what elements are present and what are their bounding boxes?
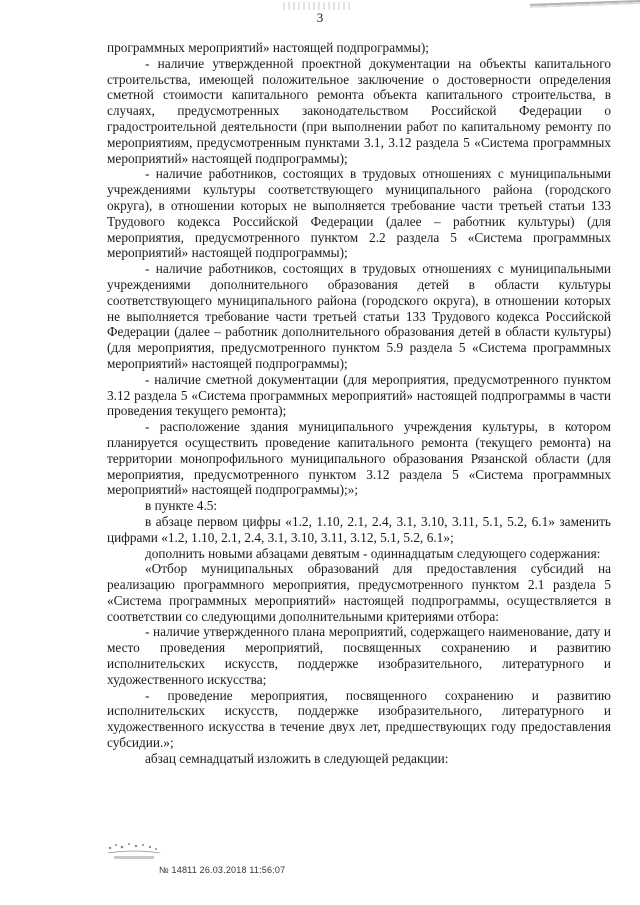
paragraph-seventeenth: абзац семнадцатый изложить в следующей редакции: bbox=[145, 750, 449, 766]
paragraph-design-documentation: - наличие утвержденной проектной документации на объекты капитального строительства, имеющей положительное заключение о достоверности определения сметной стоимости капитального ремонта объекта капитального строительства, в случаях, предусмотренных законодательством Российской Федерации о градостроительной деятельности (при выполнении работ по капитальному ремонту по мероприятиям, предусмотренным пунктами 3.1, 3.12 раздела 5 «Система программных мероприятий» настоящей подпрограммы); bbox=[107, 55, 611, 166]
registry-logo-icon bbox=[104, 838, 164, 864]
paragraph-continuation: программных мероприятий» настоящей подпрограммы); bbox=[107, 40, 429, 55]
paragraph-clause-4-5: в пункте 4.5: bbox=[145, 498, 218, 514]
paragraph-replace-digits: в абзаце первом цифры «1.2, 1.10, 2.1, 2.4, 3.1, 3.10, 3.11, 5.1, 5.2, 6.1» заменить цифрами «1.2, 1.10, 2.1, 2.4, 3.1, 3.10, 3.11, 3.12, 5.1, 5.2, 6.1»; bbox=[107, 513, 611, 545]
registration-stamp: № 14811 26.03.2018 11:56:07 bbox=[159, 865, 286, 875]
paragraph-estimate-documentation: - наличие сметной документации (для мероприятия, предусмотренного пунктом 3.12 раздела 5 «Система программных мероприятий» настоящей подпрограммы в части проведения текущего ремонта); bbox=[107, 371, 611, 419]
paragraph-education-workers: - наличие работников, состоящих в трудовых отношениях с муниципальными учреждениями дополнительного образования детей в области культуры соответствующего муниципального района (городского округа), в отношении которых не выполняется требование части третьей статьи 133 Трудового кодекса Российской Федерации (далее – работник дополнительного образования детей в области культуры) (для мероприятия, предусмотренного пунктом 5.9 раздела 5 «Система программных мероприятий» настоящей подпрограммы); bbox=[107, 261, 611, 371]
document-body bbox=[107, 40, 611, 767]
paragraph-selection-criteria: «Отбор муниципальных образований для предоставления субсидий на реализацию программного мероприятия, предусмотренного пунктом 2.1 раздела 5 «Система программных мероприятий» настоящей подпрограммы, осуществляется в соответствии со следующими дополнительными критериями отбора: bbox=[107, 561, 611, 624]
paragraph-event-held: - проведение мероприятия, посвященного сохранению и развитию исполнительских искусств, поддержке изобразительного, литературного и художественного искусства в течение двух лет, предшествующих году предоставления субсидии.»; bbox=[107, 687, 611, 751]
paragraph-building-location: - расположение здания муниципального учреждения культуры, в котором планируется осуществить проведение капитального ремонта (текущего ремонта) на территории монопрофильного муниципального образования Рязанской области (для мероприятия, предусмотренного пунктом 3.12 раздела 5 «Система программных мероприятий» настоящей подпрограммы);»; bbox=[107, 419, 611, 498]
paragraph-culture-workers: - наличие работников, состоящих в трудовых отношениях с муниципальными учреждениями культуры соответствующего муниципального района (городского округа), в отношении которых не выполняется требование части третьей статьи 133 Трудового кодекса Российской Федерации (далее – работник культуры) (для мероприятия, предусмотренного пунктом 2.2 раздела 5 «Система программных мероприятий» настоящей подпрограммы); bbox=[107, 166, 611, 261]
scan-artifact-top bbox=[283, 2, 353, 10]
paragraph-approved-plan: - наличие утвержденного плана мероприятий, содержащего наименование, дату и место проведения мероприятий, посвященных сохранению и развитию исполнительских искусств, поддержке изобразительного, литературного и художественного искусства; bbox=[107, 624, 611, 687]
paragraph-add-new-paragraphs: дополнить новыми абзацами девятым - одиннадцатым следующего содержания: bbox=[145, 545, 601, 561]
page-number: 3 bbox=[316, 10, 324, 25]
